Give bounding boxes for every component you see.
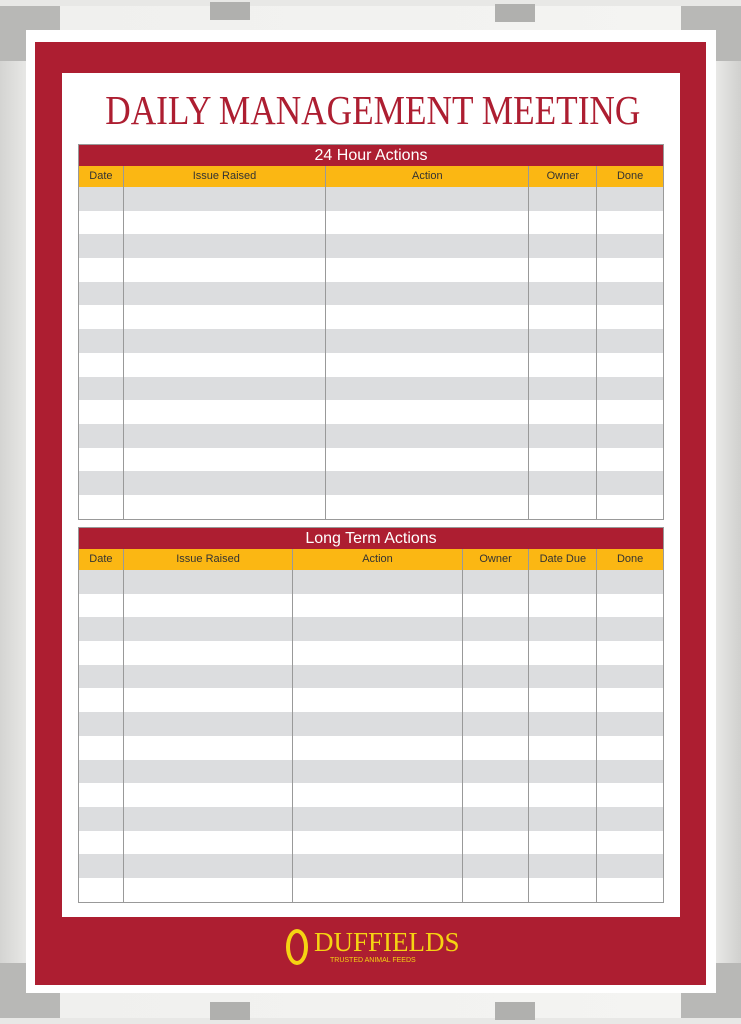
- table-cell[interactable]: [596, 329, 663, 353]
- table-cell[interactable]: [462, 736, 529, 760]
- frame-clip: [495, 1002, 535, 1020]
- column-header: Done: [596, 549, 663, 570]
- table-cell[interactable]: [528, 377, 596, 401]
- table-cell[interactable]: [596, 211, 663, 235]
- table-cell[interactable]: [292, 760, 461, 784]
- table-cell[interactable]: [528, 400, 596, 424]
- column-header: Date Due: [528, 549, 596, 570]
- table-cell[interactable]: [528, 187, 596, 211]
- table-cell[interactable]: [79, 234, 123, 258]
- table-cell[interactable]: [596, 305, 663, 329]
- table-row: [79, 495, 663, 519]
- table-row: [79, 854, 663, 878]
- table-cell[interactable]: [79, 712, 123, 736]
- table-cell[interactable]: [596, 594, 663, 618]
- table-cell[interactable]: [528, 282, 596, 306]
- table-row: [79, 282, 663, 306]
- table-cell[interactable]: [123, 878, 292, 902]
- page-title: DAILY MANAGEMENT MEETING: [105, 87, 641, 133]
- table-cell[interactable]: [462, 665, 529, 689]
- table-cell[interactable]: [528, 617, 596, 641]
- table-cell[interactable]: [596, 187, 663, 211]
- table-cell[interactable]: [528, 258, 596, 282]
- table-row: [79, 807, 663, 831]
- table-cell[interactable]: [596, 400, 663, 424]
- table-cell[interactable]: [528, 783, 596, 807]
- table-cell[interactable]: [325, 211, 528, 235]
- table-row: [79, 878, 663, 902]
- table-cell[interactable]: [528, 878, 596, 902]
- column-header: Action: [325, 166, 528, 187]
- table-row: [79, 377, 663, 401]
- table-cell[interactable]: [79, 570, 123, 594]
- table-cell[interactable]: [79, 831, 123, 855]
- column-header: Date: [89, 553, 113, 565]
- table-row: [79, 760, 663, 784]
- table-cell[interactable]: [462, 617, 529, 641]
- table-row: [79, 570, 663, 594]
- table-cell[interactable]: [528, 471, 596, 495]
- table-cell[interactable]: [79, 736, 123, 760]
- table-cell[interactable]: [79, 448, 123, 472]
- logo-tagline: TRUSTED ANIMAL FEEDS: [330, 957, 416, 964]
- table-long-term-actions: [78, 527, 664, 903]
- table-cell[interactable]: [123, 760, 292, 784]
- table-cell[interactable]: [462, 594, 529, 618]
- table-cell[interactable]: [528, 448, 596, 472]
- table-cell[interactable]: [123, 211, 325, 235]
- table-cell[interactable]: [123, 282, 325, 306]
- table-cell[interactable]: [123, 471, 325, 495]
- table-cell[interactable]: [292, 807, 461, 831]
- table-cell[interactable]: [325, 329, 528, 353]
- table-cell[interactable]: [79, 305, 123, 329]
- table-cell[interactable]: [292, 570, 461, 594]
- table-cell[interactable]: [123, 187, 325, 211]
- table-row: [79, 448, 663, 472]
- table-row: [79, 594, 663, 618]
- table-cell[interactable]: [528, 570, 596, 594]
- table-cell[interactable]: [79, 258, 123, 282]
- table-cell[interactable]: [292, 712, 461, 736]
- table-row: [79, 258, 663, 282]
- table-cell[interactable]: [596, 353, 663, 377]
- table-cell[interactable]: [325, 258, 528, 282]
- table-cell[interactable]: [123, 305, 325, 329]
- table-cell[interactable]: [528, 854, 596, 878]
- table-cell[interactable]: [123, 448, 325, 472]
- table-cell[interactable]: [123, 831, 292, 855]
- table-cell[interactable]: [123, 329, 325, 353]
- table-cell[interactable]: [596, 234, 663, 258]
- table-cell[interactable]: [79, 282, 123, 306]
- table-cell[interactable]: [462, 641, 529, 665]
- table-cell[interactable]: [528, 831, 596, 855]
- table-cell[interactable]: [123, 783, 292, 807]
- table-row: [79, 305, 663, 329]
- table-cell[interactable]: [596, 807, 663, 831]
- table-cell[interactable]: [462, 570, 529, 594]
- table-cell[interactable]: [325, 305, 528, 329]
- frame-clip: [210, 1002, 250, 1020]
- table-cell[interactable]: [462, 807, 529, 831]
- table-cell[interactable]: [596, 712, 663, 736]
- table-cell[interactable]: [596, 377, 663, 401]
- table-cell[interactable]: [79, 400, 123, 424]
- table-cell[interactable]: [79, 783, 123, 807]
- table-cell[interactable]: [462, 712, 529, 736]
- table-row: [79, 471, 663, 495]
- table-cell[interactable]: [79, 471, 123, 495]
- table-cell[interactable]: [528, 688, 596, 712]
- column-header: Issue Raised: [123, 166, 325, 187]
- table-cell[interactable]: [123, 570, 292, 594]
- table-cell[interactable]: [123, 712, 292, 736]
- table-cell[interactable]: [528, 712, 596, 736]
- table-cell[interactable]: [462, 783, 529, 807]
- table-cell[interactable]: [596, 424, 663, 448]
- table-cell[interactable]: [528, 594, 596, 618]
- header-row: [79, 549, 663, 570]
- table-row: [79, 234, 663, 258]
- table-cell[interactable]: [123, 665, 292, 689]
- table-cell[interactable]: [528, 495, 596, 519]
- table-cell[interactable]: [596, 878, 663, 902]
- table-cell[interactable]: [325, 187, 528, 211]
- table-cell[interactable]: [292, 878, 461, 902]
- duffields-logo: [286, 928, 460, 965]
- frame-clip: [210, 2, 250, 20]
- table-row: [79, 712, 663, 736]
- table-cell[interactable]: [123, 424, 325, 448]
- table-cell[interactable]: [596, 617, 663, 641]
- table-row: [79, 329, 663, 353]
- table-cell[interactable]: [79, 187, 123, 211]
- table-cell[interactable]: [325, 424, 528, 448]
- table-cell[interactable]: [292, 617, 461, 641]
- table-cell[interactable]: [79, 688, 123, 712]
- table-row: [79, 187, 663, 211]
- table-row: [79, 688, 663, 712]
- table-cell[interactable]: [528, 807, 596, 831]
- table-cell[interactable]: [79, 495, 123, 519]
- table-cell[interactable]: [292, 641, 461, 665]
- table-cell[interactable]: [123, 377, 325, 401]
- table-cell[interactable]: [292, 594, 461, 618]
- logo-name: DUFFIELDS: [314, 927, 460, 957]
- table-cell[interactable]: [123, 400, 325, 424]
- table-cell[interactable]: [79, 854, 123, 878]
- table-cell[interactable]: [462, 688, 529, 712]
- table-row: [79, 211, 663, 235]
- table-cell[interactable]: [123, 594, 292, 618]
- table-cell[interactable]: [462, 854, 529, 878]
- table-row: [79, 665, 663, 689]
- table-cell[interactable]: [528, 736, 596, 760]
- table-cell[interactable]: [79, 424, 123, 448]
- column-header: Done: [596, 166, 663, 187]
- table-cell[interactable]: [123, 353, 325, 377]
- table-row: [79, 617, 663, 641]
- table-cell[interactable]: [79, 665, 123, 689]
- table-cell[interactable]: [325, 471, 528, 495]
- table-cell[interactable]: [123, 617, 292, 641]
- table-cell[interactable]: [292, 831, 461, 855]
- table-cell[interactable]: [596, 282, 663, 306]
- column-header: Owner: [462, 549, 529, 570]
- table-cell[interactable]: [596, 736, 663, 760]
- table-cell[interactable]: [596, 688, 663, 712]
- table-cell[interactable]: [123, 736, 292, 760]
- table-cell[interactable]: [596, 854, 663, 878]
- table-cell[interactable]: [596, 471, 663, 495]
- table-cell[interactable]: [79, 641, 123, 665]
- table-cell[interactable]: [528, 329, 596, 353]
- table-cell[interactable]: [292, 783, 461, 807]
- table-cell[interactable]: [528, 234, 596, 258]
- table-cell[interactable]: [528, 665, 596, 689]
- table-cell[interactable]: [596, 448, 663, 472]
- table-cell[interactable]: [528, 353, 596, 377]
- table-24-hour-actions: [78, 144, 664, 520]
- table-cell[interactable]: [79, 760, 123, 784]
- table-cell[interactable]: [596, 831, 663, 855]
- table-cell[interactable]: [123, 807, 292, 831]
- table-cell[interactable]: [325, 448, 528, 472]
- table-cell[interactable]: [79, 353, 123, 377]
- table-cell[interactable]: [79, 807, 123, 831]
- frame-clip: [495, 4, 535, 22]
- table-cell[interactable]: [123, 234, 325, 258]
- table-cell[interactable]: [528, 424, 596, 448]
- table-cell[interactable]: [325, 495, 528, 519]
- table-cell[interactable]: [596, 760, 663, 784]
- table-row: [79, 424, 663, 448]
- header-row: [79, 166, 663, 187]
- column-header: Issue Raised: [123, 549, 292, 570]
- table-row: [79, 641, 663, 665]
- table-cell[interactable]: [596, 641, 663, 665]
- table-cell[interactable]: [79, 377, 123, 401]
- table-cell[interactable]: [528, 305, 596, 329]
- table-cell[interactable]: [325, 377, 528, 401]
- table-row: [79, 736, 663, 760]
- table-title: 24 Hour Actions: [79, 145, 663, 166]
- table-cell[interactable]: [79, 617, 123, 641]
- table-cell[interactable]: [292, 665, 461, 689]
- table-cell[interactable]: [596, 783, 663, 807]
- table-cell[interactable]: [79, 878, 123, 902]
- table-cell[interactable]: [79, 594, 123, 618]
- table-cell[interactable]: [528, 760, 596, 784]
- table-row: [79, 400, 663, 424]
- table-row: [79, 783, 663, 807]
- table-cell[interactable]: [596, 570, 663, 594]
- table-cell[interactable]: [292, 854, 461, 878]
- table-cell[interactable]: [325, 353, 528, 377]
- table-cell[interactable]: [79, 329, 123, 353]
- table-row: [79, 831, 663, 855]
- table-title: Long Term Actions: [79, 528, 663, 549]
- table-cell[interactable]: [123, 258, 325, 282]
- table-cell[interactable]: [292, 688, 461, 712]
- logo-mark-icon: [286, 929, 308, 965]
- table-row: [79, 353, 663, 377]
- table-cell[interactable]: [123, 641, 292, 665]
- table-cell[interactable]: [292, 736, 461, 760]
- table-cell[interactable]: [123, 854, 292, 878]
- table-cell[interactable]: [528, 211, 596, 235]
- table-cell[interactable]: [79, 211, 123, 235]
- table-cell[interactable]: [123, 688, 292, 712]
- table-cell[interactable]: [325, 234, 528, 258]
- table-cell[interactable]: [462, 878, 529, 902]
- column-header: Owner: [528, 166, 596, 187]
- table-cell[interactable]: [596, 665, 663, 689]
- table-cell[interactable]: [462, 831, 529, 855]
- table-cell[interactable]: [325, 282, 528, 306]
- table-cell[interactable]: [596, 495, 663, 519]
- column-header: Action: [292, 549, 461, 570]
- table-cell[interactable]: [462, 760, 529, 784]
- table-cell[interactable]: [325, 400, 528, 424]
- table-cell[interactable]: [528, 641, 596, 665]
- column-header: Date: [89, 170, 113, 182]
- table-cell[interactable]: [123, 495, 325, 519]
- table-cell[interactable]: [596, 258, 663, 282]
